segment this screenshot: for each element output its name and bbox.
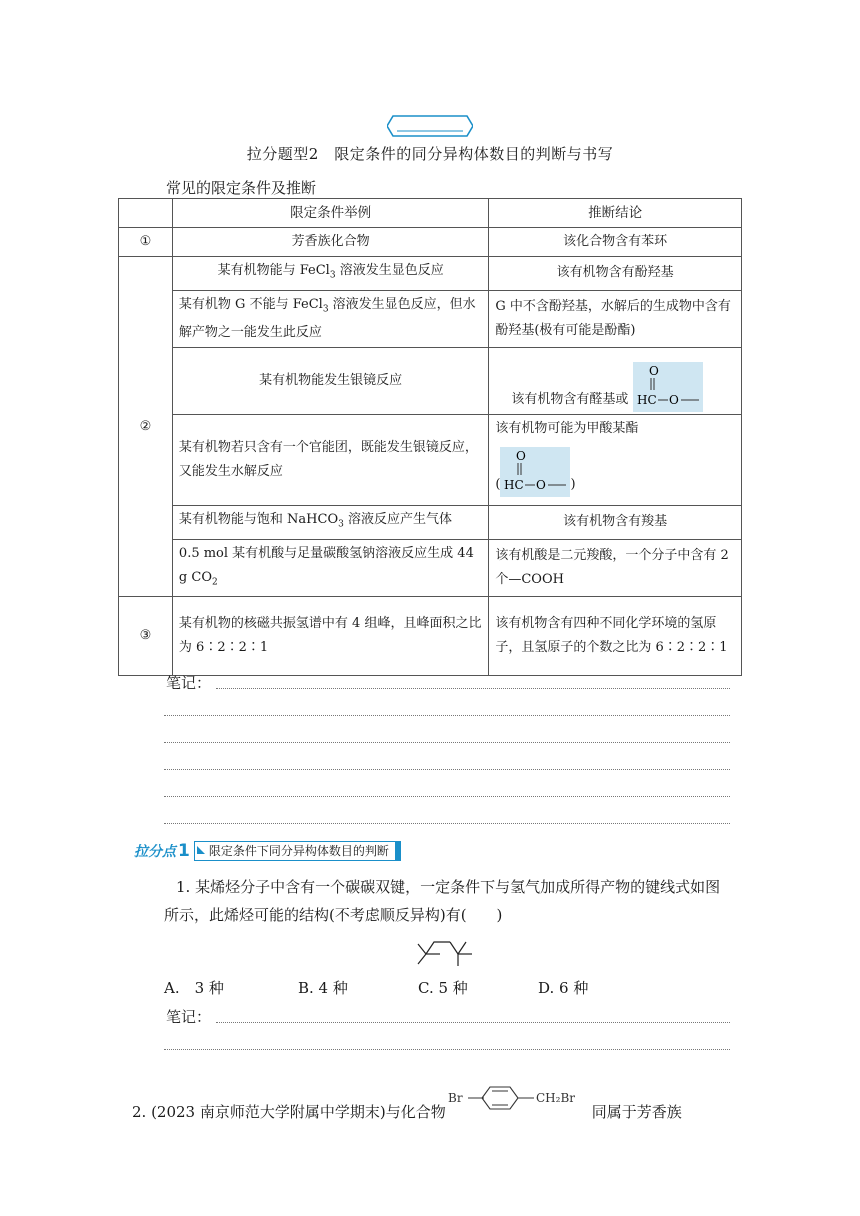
- question-1-text: 1. 某烯烃分子中含有一个碳碳双键，一定条件下与氢气加成所得产物的键线式如图所示，此烯烃可能的结构(不考虑顺反异构)有( ): [164, 878, 721, 924]
- condition-cell: 某有机物能与饱和 NaHCO$_3$ 溶液反应产生气体: [172, 506, 488, 540]
- table-row: [119, 506, 742, 540]
- note-line[interactable]: [164, 822, 730, 824]
- row-number: ③: [119, 597, 173, 676]
- table-row: [119, 539, 742, 597]
- condition-cell: 某有机物若只含有一个官能团，既能发生银镜反应，又能发生水解反应: [172, 415, 488, 506]
- choice-b[interactable]: B. 4 种: [298, 979, 348, 997]
- notes-label: 笔记：: [166, 674, 212, 692]
- formate-structure-2: [500, 447, 570, 497]
- table-header-blank: [119, 199, 173, 228]
- table-header-row: [119, 199, 742, 228]
- svg-text:O: O: [536, 478, 547, 493]
- svg-text:HC: HC: [504, 478, 525, 493]
- condition-cell: 某有机物能发生银镜反应: [172, 348, 488, 415]
- note-line[interactable]: [164, 768, 730, 770]
- title-badge: [387, 114, 473, 138]
- svg-text:HC: HC: [636, 393, 657, 408]
- svg-text:O: O: [516, 449, 527, 464]
- choice-d[interactable]: D. 6 种: [538, 979, 589, 997]
- row-number: ②: [119, 257, 173, 597]
- section-title-box: [194, 841, 401, 861]
- question-2-suffix: 同属于芳香族: [591, 1103, 682, 1121]
- corner-mark-icon: [197, 846, 205, 854]
- table-row: [119, 228, 742, 257]
- note-line[interactable]: [164, 795, 730, 797]
- svg-text:CH₂Br: CH₂Br: [535, 1091, 575, 1105]
- skeletal-formula-icon: [414, 928, 478, 968]
- condition-cell: 0.5 mol 某有机酸与足量碳酸氢钠溶液反应生成 44 g $CO_2$: [172, 539, 488, 597]
- condition-cell: 芳香族化合物: [172, 228, 488, 257]
- svg-text:O: O: [668, 393, 679, 408]
- question-2-prefix: 2. (2023 南京师范大学附属中学期末)与化合物: [132, 1103, 446, 1121]
- note-line[interactable]: [164, 1048, 730, 1050]
- result-cell: 该有机物含有醛基或 O HC O: [489, 348, 742, 415]
- result-cell: 该有机物含有四种不同化学环境的氢原子，且氢原子的个数之比为 6∶2∶2∶1: [489, 597, 742, 676]
- section-prefix: 拉分点: [134, 844, 176, 860]
- condition-cell: 某有机物的核磁共振氢谱中有 4 组峰，且峰面积之比为 6∶2∶2∶1: [172, 597, 488, 676]
- conditions-table: [118, 198, 742, 676]
- result-cell: 该化合物含有苯环: [489, 228, 742, 257]
- table-row: [119, 597, 742, 676]
- note-line[interactable]: [216, 687, 730, 689]
- table-row: [119, 348, 742, 415]
- note-line[interactable]: [216, 1021, 730, 1023]
- table-row: [119, 290, 742, 348]
- svg-text:Br: Br: [447, 1091, 463, 1105]
- section-tag: [134, 840, 464, 862]
- result-cell: 该有机酸是二元羧酸，一个分子中含有 2 个—COOH: [489, 539, 742, 597]
- table-header-result: 推断结论: [489, 199, 742, 228]
- question-2-text: [132, 1085, 682, 1126]
- formate-structure-1: [633, 362, 703, 412]
- section-subtitle: 常见的限定条件及推断: [166, 179, 317, 197]
- result-cell: G 中不含酚羟基，水解后的生成物中含有酚羟基(极有可能是酚酯): [489, 290, 742, 348]
- result-cell: 该有机物含有羧基: [489, 506, 742, 540]
- note-line[interactable]: [164, 714, 730, 716]
- notes-label: 笔记：: [166, 1008, 212, 1026]
- svg-text:O: O: [648, 364, 659, 379]
- section-number: 1: [178, 841, 190, 861]
- dibromide-structure-icon: [446, 1085, 592, 1125]
- condition-cell: 某有机物 G 不能与 FeCl$_3$ 溶液发生显色反应，但水解产物之一能发生此反应: [172, 290, 488, 348]
- page-title: 拉分题型2 限定条件的同分异构体数目的判断与书写: [246, 145, 614, 163]
- note-line[interactable]: [164, 741, 730, 743]
- result-cell: 该有机物可能为甲酸某酯 ( O HC O ): [489, 415, 742, 506]
- row-number: ①: [119, 228, 173, 257]
- table-header-cond: 限定条件举例: [172, 199, 488, 228]
- table-row: [119, 415, 742, 506]
- table-row: [119, 257, 742, 291]
- condition-cell: 某有机物能与 FeCl$_3$ 溶液发生显色反应: [172, 257, 488, 291]
- result-cell: 该有机物含有酚羟基: [489, 257, 742, 291]
- section-title: 限定条件下同分异构体数目的判断: [208, 844, 389, 858]
- choice-a[interactable]: A. 3 种: [164, 979, 224, 997]
- choice-c[interactable]: C. 5 种: [418, 979, 468, 997]
